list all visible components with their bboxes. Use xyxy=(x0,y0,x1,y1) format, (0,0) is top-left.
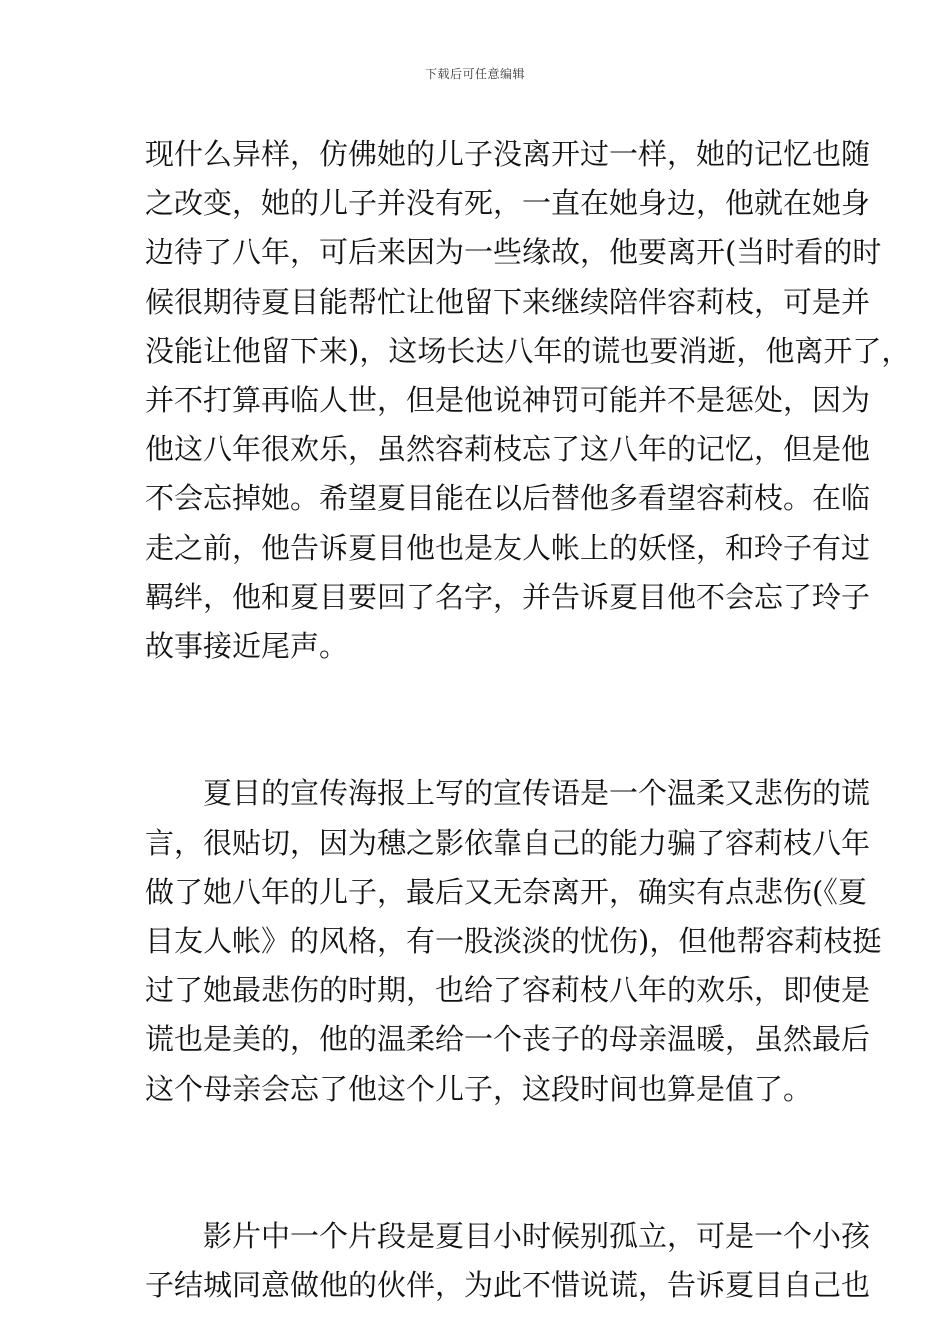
page-header: 下载后可任意编辑 xyxy=(424,67,525,81)
text-line: 谎也是美的，他的温柔给一个丧子的母亲温暖，虽然最后 xyxy=(145,1022,871,1057)
text-line: 过了她最悲伤的时期，也给了容莉枝八年的欢乐，即使是 xyxy=(145,973,871,1008)
paragraph-gap xyxy=(145,1163,825,1212)
text-line: 夏目的宣传海报上写的宣传语是一个温柔又悲伤的谎 xyxy=(145,776,871,811)
text-line: 目友人帐》的风格，有一股淡淡的忧伤)，但他帮容莉枝挺 xyxy=(145,924,882,958)
text-line: 并不打算再临人世，但是他说神罚可能并不是惩处，因为 xyxy=(145,382,871,417)
text-line: 故事接近尾声。 xyxy=(145,628,349,663)
paragraph-gap xyxy=(145,720,825,769)
paragraph xyxy=(145,130,911,671)
text-line: 候很期待夏目能帮忙让他留下来继续陪伴容莉枝，可是并 xyxy=(145,284,871,319)
text-line: 这个母亲会忘了他这个儿子，这段时间也算是值了。 xyxy=(145,1071,813,1106)
text-line: 影片中一个片段是夏目小时候别孤立，可是一个小孩 xyxy=(145,1219,871,1254)
text-line: 之改变，她的儿子并没有死，一直在她身边，他就在她身 xyxy=(145,186,871,221)
text-line: 他这八年很欢乐，虽然容莉枝忘了这八年的记忆，但是他 xyxy=(145,432,871,467)
document-body xyxy=(145,130,911,1311)
text-line: 现什么异样，仿佛她的儿子没离开过一样，她的记忆也随 xyxy=(145,137,871,171)
text-line: 边待了八年，可后来因为一些缘故，他要离开(当时看的时 xyxy=(145,235,882,270)
text-line: 羁绊，他和夏目要回了名字，并告诉夏目他不会忘了玲子 xyxy=(145,579,871,614)
paragraph xyxy=(145,769,882,1113)
paragraph xyxy=(145,1212,871,1310)
paragraph-gap xyxy=(145,1114,825,1163)
text-line: 没能让他留下来)，这场长达八年的谎也要消逝，他离开了， xyxy=(145,333,911,368)
text-line: 子结城同意做他的伙伴，为此不惜说谎，告诉夏目自己也 xyxy=(145,1268,871,1303)
text-line: 做了她八年的儿子，最后又无奈离开，确实有点悲伤(《夏 xyxy=(145,874,867,909)
text-line: 不会忘掉她。希望夏目能在以后替他多看望容莉枝。在临 xyxy=(145,481,871,516)
text-line: 言，很贴切，因为穗之影依靠自己的能力骗了容莉枝八年 xyxy=(145,825,871,860)
text-line: 走之前，他告诉夏目他也是友人帐上的妖怪，和玲子有过 xyxy=(145,530,871,565)
paragraph-gap xyxy=(145,671,825,720)
